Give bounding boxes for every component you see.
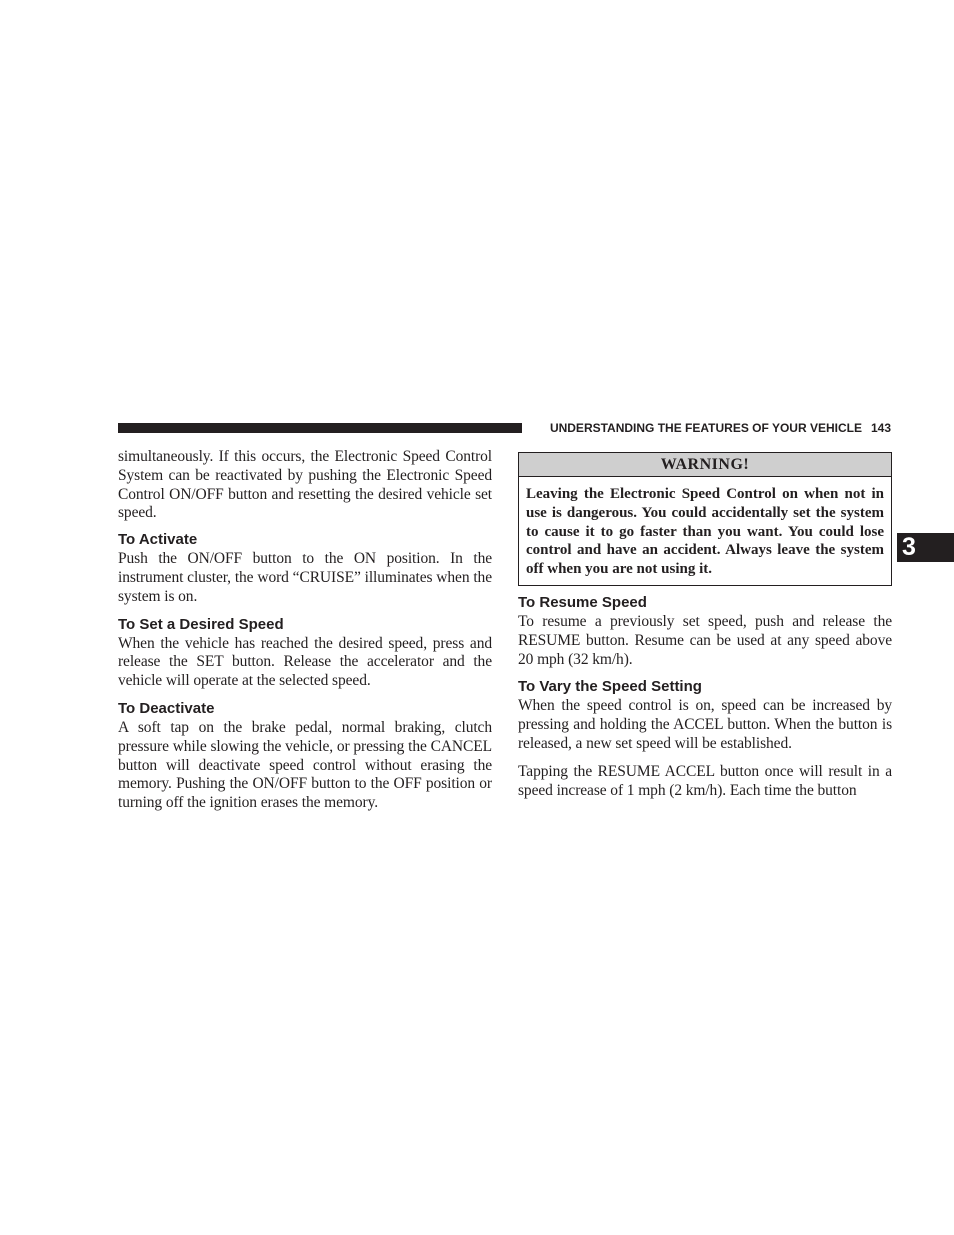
page-number: 143: [870, 421, 891, 435]
warning-text: Leaving the Electronic Speed Control on when not in use is dangerous. You could accidentally set the system to cause it to go faster than you want. You could lose control and have an accident. Always leave the system off when you are not using it.: [526, 486, 884, 578]
warning-title: WARNING!: [519, 453, 891, 477]
paragraph-set-desired-speed: When the vehicle has reached the desired speed, press and release the SET button. Release the accelerator and the vehicle will operate at the selected speed.: [118, 634, 492, 690]
paragraph-to-deactivate: A soft tap on the brake pedal, normal braking, clutch pressure while slowing the vehicle, or pressing the CANCEL button will deactivate speed control without erasing the memory. Pushing the ON/OFF button to the OFF position or turning off the ignition erases the memory.: [118, 718, 492, 812]
warning-box: [518, 452, 892, 586]
heading-to-deactivate: To Deactivate: [118, 699, 215, 717]
paragraph-tapping-resume: Tapping the RESUME ACCEL button once will result in a speed increase of 1 mph (2 km/h). Each time the button: [518, 762, 892, 799]
heading-vary-speed-setting: To Vary the Speed Setting: [518, 678, 702, 696]
intro-paragraph: simultaneously. If this occurs, the Electronic Speed Control System can be reactivated by pushing the Electronic Speed Control ON/OFF button and resetting the desired vehicle set speed.: [118, 448, 492, 522]
heading-to-activate: To Activate: [118, 531, 198, 549]
paragraph-resume-speed: To resume a previously set speed, push and release the RESUME button. Resume can be used at any speed above 20 mph (32 km/h).: [518, 612, 892, 668]
heading-set-desired-speed: To Set a Desired Speed: [118, 615, 284, 633]
chapter-tab: 3: [897, 533, 954, 562]
running-header: [531, 420, 891, 436]
heading-resume-speed: To Resume Speed: [518, 593, 647, 611]
header-rule: [118, 423, 522, 433]
paragraph-vary-speed-setting: When the speed control is on, speed can be increased by pressing and holding the ACCEL button. When the button is released, a new set speed will be established.: [518, 697, 892, 752]
section-title: UNDERSTANDING THE FEATURES OF YOUR VEHICLE: [549, 421, 862, 435]
right-column: [518, 452, 892, 800]
left-column: [118, 448, 492, 813]
paragraph-to-activate: Push the ON/OFF button to the ON position. In the instrument cluster, the word “CRUISE” illuminates when the system is on.: [118, 550, 492, 605]
